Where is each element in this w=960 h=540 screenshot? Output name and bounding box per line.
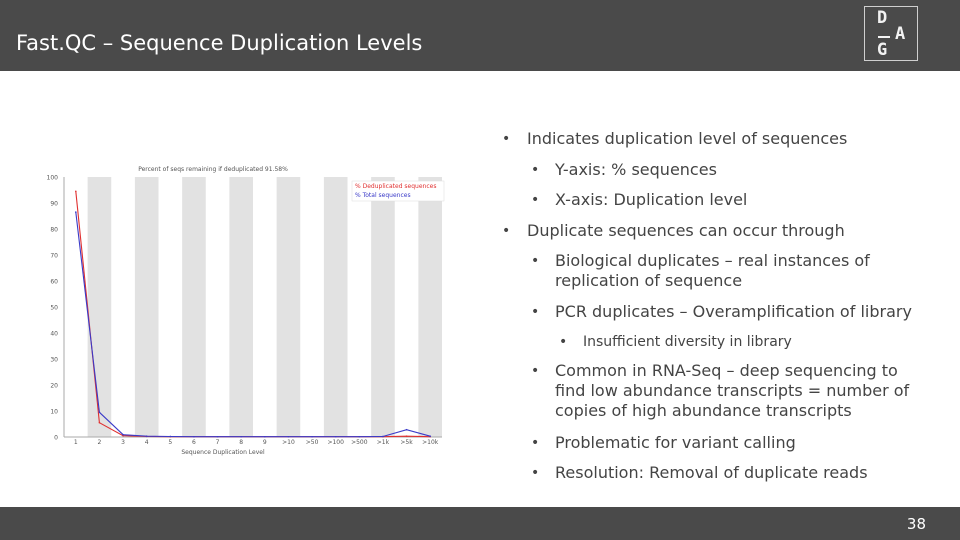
data-point-total bbox=[335, 436, 337, 438]
bullet-marker: • bbox=[531, 162, 540, 178]
y-tick-label: 70 bbox=[50, 252, 58, 260]
bullet-marker: • bbox=[559, 334, 568, 350]
legend-entry: % Deduplicated sequences bbox=[355, 183, 437, 190]
bullet-text: Duplicate sequences can occur through bbox=[527, 221, 845, 240]
bullet-marker: • bbox=[531, 465, 540, 481]
bullet-text: Y-axis: % sequences bbox=[555, 160, 717, 179]
y-tick-label: 40 bbox=[50, 330, 58, 338]
x-tick-label: 7 bbox=[215, 439, 220, 446]
data-point-total bbox=[311, 436, 313, 438]
logo-letter-a: A bbox=[895, 24, 906, 44]
x-tick-label: 8 bbox=[239, 439, 244, 446]
data-point-total bbox=[429, 435, 431, 437]
y-tick-label: 60 bbox=[50, 278, 58, 286]
bullet-marker: • bbox=[502, 223, 511, 239]
logo-letter-d: D bbox=[877, 8, 888, 28]
data-point-total bbox=[240, 436, 242, 438]
data-point-total bbox=[122, 434, 124, 436]
bullet-text: Insufficient diversity in library bbox=[583, 334, 792, 350]
bullet-marker: • bbox=[502, 131, 511, 147]
data-point-total bbox=[75, 211, 77, 213]
grid-band bbox=[135, 177, 159, 437]
grid-band bbox=[182, 177, 206, 437]
x-tick-label: 3 bbox=[121, 439, 125, 446]
bullet-marker: • bbox=[531, 435, 540, 451]
grid-band bbox=[229, 177, 253, 437]
data-point-deduplicated bbox=[75, 191, 77, 193]
data-point-total bbox=[217, 436, 219, 438]
y-tick-label: 0 bbox=[54, 434, 58, 442]
y-tick-label: 100 bbox=[46, 174, 58, 182]
data-point-total bbox=[193, 436, 195, 438]
x-tick-label: >1k bbox=[376, 439, 390, 446]
data-point-deduplicated bbox=[99, 422, 101, 424]
bullet-text: Common in RNA-Seq – deep sequencing to find low abundance transcripts = number of copies of high abundance transcripts bbox=[555, 361, 910, 420]
x-tick-label: >5k bbox=[400, 439, 413, 446]
bullet-marker: • bbox=[531, 192, 540, 208]
legend-entry: % Total sequences bbox=[355, 192, 411, 199]
x-axis-label: Sequence Duplication Level bbox=[181, 449, 265, 456]
slide-title: Fast.QC – Sequence Duplication Levels bbox=[16, 31, 423, 55]
chart-title: Percent of seqs remaining if deduplicated 91.58% bbox=[138, 166, 288, 173]
grid-band bbox=[277, 177, 301, 437]
x-tick-label: >10k bbox=[422, 439, 439, 446]
y-tick-label: 50 bbox=[50, 304, 58, 312]
bullet-marker: • bbox=[531, 363, 540, 379]
x-tick-label: >50 bbox=[305, 439, 319, 446]
data-point-total bbox=[99, 412, 101, 414]
grid-band bbox=[371, 177, 395, 437]
bullet-marker: • bbox=[531, 304, 540, 320]
x-tick-label: >100 bbox=[327, 439, 344, 446]
x-tick-label: 6 bbox=[192, 439, 196, 446]
logo-letter-g: G bbox=[877, 40, 888, 60]
grid-band bbox=[418, 177, 442, 437]
y-tick-label: 10 bbox=[50, 408, 58, 416]
y-tick-label: 30 bbox=[50, 356, 58, 364]
slide-footer bbox=[0, 507, 960, 540]
data-point-total bbox=[170, 436, 172, 438]
data-point-total bbox=[406, 429, 408, 431]
y-tick-label: 90 bbox=[50, 200, 58, 208]
y-tick-label: 20 bbox=[50, 382, 58, 390]
bullet-text: Indicates duplication level of sequences bbox=[527, 129, 848, 148]
bullet-text: Resolution: Removal of duplicate reads bbox=[555, 463, 868, 482]
x-tick-label: 2 bbox=[97, 439, 102, 446]
x-tick-label: 4 bbox=[144, 439, 149, 446]
x-tick-label: 1 bbox=[73, 439, 78, 446]
bullet-text: Biological duplicates – real instances of replication of sequence bbox=[555, 251, 870, 290]
page-number: 38 bbox=[906, 515, 926, 533]
data-point-deduplicated bbox=[406, 435, 408, 437]
y-tick-label: 80 bbox=[50, 226, 58, 234]
data-point-total bbox=[359, 436, 361, 438]
x-tick-label: 9 bbox=[262, 439, 267, 446]
x-tick-label: 5 bbox=[168, 439, 173, 446]
x-tick-label: >500 bbox=[351, 439, 368, 446]
bullet-text: X-axis: Duplication level bbox=[555, 190, 748, 209]
data-point-total bbox=[382, 436, 384, 438]
bullet-marker: • bbox=[531, 253, 540, 269]
data-point-total bbox=[146, 435, 148, 437]
data-point-total bbox=[288, 436, 290, 438]
data-point-total bbox=[264, 436, 266, 438]
x-tick-label: >10 bbox=[282, 439, 295, 446]
grid-band bbox=[88, 177, 112, 437]
bullet-text: PCR duplicates – Overamplification of library bbox=[555, 302, 912, 321]
bullet-text: Problematic for variant calling bbox=[555, 433, 796, 452]
grid-band bbox=[324, 177, 348, 437]
